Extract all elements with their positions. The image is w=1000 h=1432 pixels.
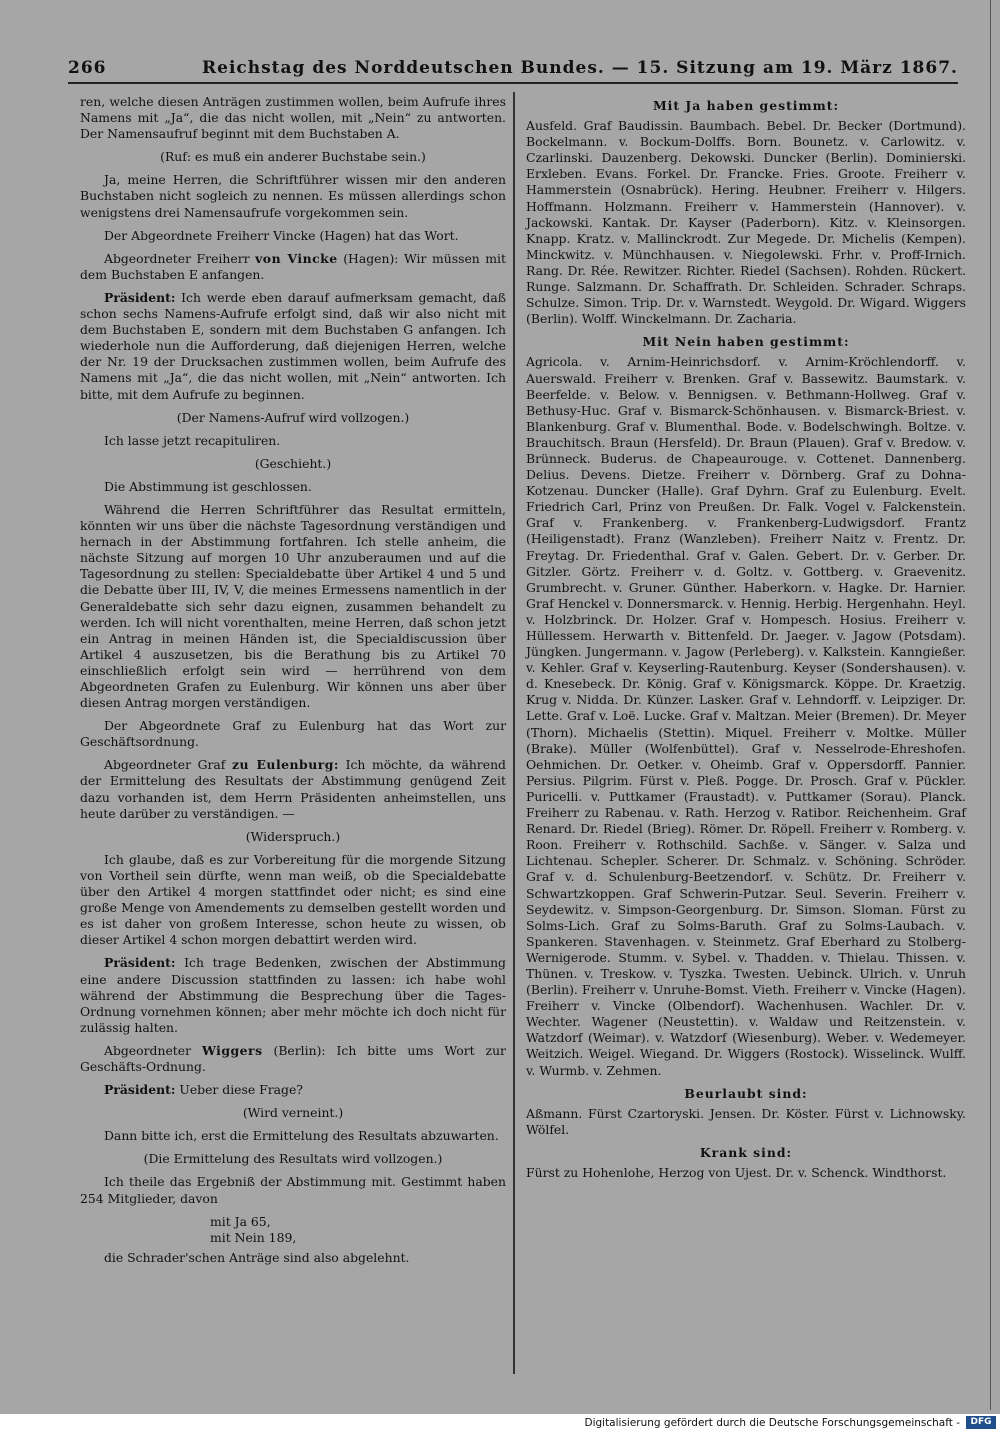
stage-direction: (Ruf: es muß ein anderer Buchstabe sein.) bbox=[160, 149, 426, 165]
left-column bbox=[80, 94, 506, 1273]
right-column bbox=[526, 94, 966, 1188]
name-list-yes: Ausfeld. Graf Baudissin. Baumbach. Bebel. Dr. Becker (Dortmund). Bockelmann. v. Bockum-Dolffs. Born. Bounetz. v. Carlowitz. v. Czarlinski. Dauzenberg. Dekowski. Duncker (Berlin). Dominierski. Erxleben. Evans. Forkel. Dr. Francke. Fries. Groote. Freiherr v. Hammerstein (Osnabrück). Hering. Heubner. Freiherr v. Hilgers. Hoffmann. Holzmann. Freiherr v. Hammerstein (Hannover). v. Jackowski. Kantak. Dr. Kayser (Paderborn). Kitz. v. Kleinsorgen. Knapp. Kratz. v. Mallinckrodt. Zur Megede. Dr. Michelis (Kempen). Minckwitz. v. Münchhausen. v. Niegolewski. Frhr. v. Proff-Irnich. Rang. Dr. Rée. Rewitzer. Richter. Riedel (Sachsen). Rohden. Rückert. Runge. Salzmann. Dr. Schaffrath. Dr. Schleiden. Schrader. Schraps. Schulze. Simon. Trip. Dr. v. Warnstedt. Weygold. Dr. Wigard. Wiggers (Berlin). Wolff. Winckelmann. Dr. Zacharia. bbox=[526, 118, 966, 327]
speaker-name: zu Eulenburg: bbox=[231, 757, 339, 773]
speech-text: (Hagen): Wir müssen mit dem Buchstaben E anfangen. bbox=[80, 250, 506, 282]
page-header bbox=[68, 58, 958, 84]
stage-direction: (Widerspruch.) bbox=[245, 828, 341, 844]
paragraph: Ich lasse jetzt recapituliren. bbox=[104, 432, 281, 448]
dfg-logo: DFG bbox=[966, 1416, 996, 1429]
speech bbox=[80, 251, 506, 283]
section-heading-on-leave: Beurlaubt sind: bbox=[684, 1085, 808, 1101]
paragraph: die Schrader'schen Anträge sind also abgelehnt. bbox=[104, 1249, 410, 1265]
section-heading-yes: Mit Ja haben gestimmt: bbox=[652, 98, 840, 113]
stage-direction: (Die Ermittelung des Resultats wird vollzogen.) bbox=[143, 1151, 443, 1167]
paragraph: Ja, meine Herren, die Schriftführer wissen mir den anderen Buchstaben nicht sogleich zu nennen. Es müssen allerdings schon wenigstens drei Namensaufrufe vorgekommen sein. bbox=[80, 172, 506, 220]
speaker-prefix: Abgeordneter Freiherr bbox=[104, 250, 250, 266]
speaker-name: Präsident: bbox=[104, 1082, 176, 1098]
speech-text: Ich trage Bedenken, zwischen der Abstimmung eine andere Discussion stattfinden zu lassen: ich habe wohl während der Abstimmung die Besprechung über die Tages-Ordnung vornehmen können; aber mehr möchte ich doch nicht für zulässig halten. bbox=[80, 955, 506, 1035]
funding-notice: Digitalisierung gefördert durch die Deutsche Forschungsgemeinschaft - bbox=[584, 1417, 960, 1429]
speaker-prefix: Abgeordneter Graf bbox=[104, 757, 226, 773]
speaker-name: Wiggers bbox=[201, 1042, 263, 1058]
name-list-on-leave: Aßmann. Fürst Czartoryski. Jensen. Dr. Köster. Fürst v. Lichnowsky. Wölfel. bbox=[526, 1105, 966, 1137]
column-divider bbox=[513, 92, 515, 1374]
speaker-name: Präsident: bbox=[104, 955, 176, 971]
stage-direction: (Wird verneint.) bbox=[242, 1105, 344, 1121]
speech-text: (Berlin): Ich bitte ums Wort zur Geschäfts-Ordnung. bbox=[80, 1042, 506, 1074]
speech-text: Ich werde eben darauf aufmerksam gemacht, daß schon sechs Namens-Aufrufe erfolgt sind, daß wir also nicht mit dem Buchstaben E, sondern mit dem Buchstaben G anfangen. Ich wiederhole nun die Aufforderung, daß diejenigen Herren, welche der Nr. 19 der Drucksachen zustimmen wollen, beim Aufrufe des Namens mit „Ja“, die das nicht wollen, mit „Nein“ antworten. Ich bitte, mit dem Aufrufe zu beginnen. bbox=[80, 289, 506, 402]
speech bbox=[80, 1043, 506, 1075]
vote-yes-count: mit Ja 65, bbox=[210, 1213, 271, 1229]
footer-bar bbox=[0, 1414, 1000, 1432]
paragraph: Dann bitte ich, erst die Ermittelung des Resultats abzuwarten. bbox=[104, 1128, 499, 1144]
vote-result bbox=[210, 1214, 506, 1246]
paragraph: Ich theile das Ergebniß der Abstimmung mit. Gestimmt haben 254 Mitglieder, davon bbox=[80, 1174, 506, 1206]
paragraph: Ich glaube, daß es zur Vorbereitung für die morgende Sitzung von Vortheil sein dürfte, wenn man weiß, ob die Specialdebatte über den Artikel 4 morgen stattfindet oder nicht; es sind eine große Menge von Amendements zu demselben gestellt worden und es ist daher von großem Interesse, schon heute zu wissen, ob dieser Artikel 4 schon morgen debattirt werden wird. bbox=[80, 851, 506, 948]
paragraph: Die Abstimmung ist geschlossen. bbox=[104, 478, 312, 494]
running-title: Reichstag des Norddeutschen Bundes. — 15. Sitzung am 19. März 1867. bbox=[202, 58, 958, 78]
speech bbox=[80, 757, 506, 821]
page-number: 266 bbox=[68, 58, 107, 78]
speech bbox=[80, 1082, 506, 1098]
paragraph: Der Abgeordnete Graf zu Eulenburg hat das Wort zur Geschäftsordnung. bbox=[80, 718, 506, 750]
page-edge-line bbox=[990, 0, 991, 1410]
speech bbox=[80, 290, 506, 403]
section-heading-no: Mit Nein haben gestimmt: bbox=[642, 334, 850, 350]
name-list-sick: Fürst zu Hohenlohe, Herzog von Ujest. Dr. v. Schenck. Windthorst. bbox=[526, 1165, 947, 1180]
speaker-name: Präsident: bbox=[104, 289, 176, 305]
speech-text: Ueber diese Frage? bbox=[179, 1082, 303, 1098]
speech-text: Ich möchte, da während der Ermittelung des Resultats der Abstimmung genügend Zeit dazu vorhanden ist, dem Herrn Präsidenten anheimstellen, uns heute darüber zu verständigen. — bbox=[80, 757, 506, 821]
vote-no-count: mit Nein 189, bbox=[210, 1229, 297, 1245]
section-heading-sick: Krank sind: bbox=[699, 1144, 793, 1160]
speaker-prefix: Abgeordneter bbox=[104, 1042, 192, 1058]
speech bbox=[80, 955, 506, 1035]
stage-direction: (Geschieht.) bbox=[254, 455, 332, 471]
paragraph: Während die Herren Schriftführer das Resultat ermitteln, könnten wir uns über die nächste Tagesordnung verständigen und hernach in der Abstimmung fortfahren. Ich stelle anheim, die nächste Sitzung auf morgen 10 Uhr anzuberaumen und auf die Tagesordnung zu stellen: Specialdebatte über Artikel 4 und 5 und die Debatte über III, IV, V, die meines Ermessens namentlich in der Generaldebatte sich sehr dazu eignen, zusammen behandelt zu werden. Ich will nicht vorenthalten, meine Herren, daß schon jetzt ein Antrag in meinen Händen ist, die Specialdiscussion über Artikel 4 auszusetzen, bis die Berathung bis zu Artikel 70 einschließlich erfolgt sein wird — herrührend von dem Abgeordneten Grafen zu Eulenburg. Wir können uns aber über diesen Antrag morgen verständigen. bbox=[80, 501, 506, 711]
paragraph: ren, welche diesen Anträgen zustimmen wollen, beim Aufrufe ihres Namens mit „Ja“, die das nicht wollen, mit „Nein“ zu antworten. Der Namensaufruf beginnt mit dem Buchstaben A. bbox=[80, 94, 506, 142]
speaker-name: von Vincke bbox=[255, 250, 338, 266]
name-list-no: Agricola. v. Arnim-Heinrichsdorf. v. Arnim-Kröchlendorff. v. Auerswald. Freiherr v. Brenken. Graf v. Bassewitz. Baumstark. v. Beerfelde. v. Below. v. Bennigsen. v. Bethmann-Hollweg. Graf v. Bethusy-Huc. Graf v. Bismarck-Schönhausen. v. Bismarck-Briest. v. Blankenburg. Graf v. Blumenthal. Bode. v. Bodelschwingh. Boltze. v. Brauchitsch. Braun (Hersfeld). Dr. Braun (Plauen). Graf v. Bredow. v. Brünneck. Buderus. de Chapeaurouge. v. Cottenet. Dannenberg. Delius. Devens. Dietze. Freiherr v. Dörnberg. Graf zu Dohna-Kotzenau. Duncker (Halle). Graf Dyhrn. Graf zu Eulenburg. Evelt. Friedrich Carl, Prinz von Preußen. Dr. Falk. Vogel v. Falckenstein. Graf v. Frankenberg. v. Frankenberg-Ludwigsdorf. Frantz (Heiligenstadt). Franz (Wanzleben). Freiherr Naitz v. Frentz. Dr. Freytag. Dr. Friedenthal. Graf v. Galen. Gebert. Dr. v. Gerber. Dr. Gitzler. Görtz. Freiherr v. d. Goltz. v. Gottberg. v. Graevenitz. Grumbrecht. v. Gruner. Günther. Haberkorn. v. Hagke. Dr. Harnier. Graf Henckel v. Donnersmarck. v. Hennig. Herbig. Hergenhahn. Heyl. v. Holzbrinck. Dr. Holzer. Graf v. Hompesch. Hosius. Freiherr v. Hüllessem. Herwarth v. Bittenfeld. Dr. Jaeger. v. Jagow (Potsdam). Jüngken. Jungermann. v. Jagow (Perleberg). v. Kalkstein. Kanngießer. v. Kehler. Graf v. Keyserling-Rautenburg. Keyser (Sondershausen). v. d. Knesebeck. Dr. König. Graf v. Königsmarck. Köppe. Dr. Kraetzig. Krug v. Nidda. Dr. Künzer. Lasker. Graf v. Lehndorff. v. Leipziger. Dr. Lette. Graf v. Loë. Lucke. Graf v. Maltzan. Meier (Bremen). Dr. Meyer (Thorn). Michaelis (Stettin). Miquel. Freiherr v. Moltke. Müller (Brake). Müller (Wolfenbüttel). Graf v. Nesselrode-Ehreshofen. Oehmichen. Dr. Oetker. v. Oheimb. Graf v. Oppersdorff. Pannier. Persius. Pilgrim. Fürst v. Pleß. Pogge. Dr. Prosch. Graf v. Pückler. Puricelli. v. Puttkamer (Fraustadt). v. Puttkamer (Sorau). Planck. Freiherr zu Rabenau. v. Rath. Herzog v. Ratibor. Reichenheim. Graf Renard. Dr. Riedel (Brieg). Römer. Dr. Röpell. Freiherr v. Romberg. v. Roon. Freiherr v. Rothschild. Sachße. v. Sänger. v. Salza und Lichtenau. Schepler. Scherer. Dr. Schmalz. v. Schöning. Schröder. Graf v. d. Schulenburg-Beetzendorf. v. Schütz. Dr. Freiherr v. Schwartzkoppen. Graf Schwerin-Putzar. Seul. Severin. Freiherr v. Seydewitz. v. Simpson-Georgenburg. Dr. Simson. Sloman. Fürst zu Solms-Lich. Graf zu Solms-Baruth. Graf zu Solms-Laubach. v. Spankeren. Stavenhagen. v. Steinmetz. Graf Eberhard zu Stolberg-Wernigerode. Stumm. v. Sybel. v. Thadden. v. Thielau. Thissen. v. Thünen. v. Treskow. v. Tyszka. Twesten. Uebinck. Ulrich. v. Unruh (Berlin). Freiherr v. Unruhe-Bomst. Vieth. Freiherr v. Vincke (Hagen). Freiherr v. Vincke (Olbendorf). Wachenhusen. Wachler. Dr. v. Wechter. Wagener (Neustettin). v. Waldaw und Reitzenstein. v. Watzdorf (Weimar). v. Watzdorf (Wiesenburg). Weber. v. Wedemeyer. Weitzich. Weigel. Wiegand. Dr. Wiggers (Rostock). Wisselinck. Wulff. v. Wurmb. v. Zehmen. bbox=[526, 354, 966, 1078]
paragraph: Der Abgeordnete Freiherr Vincke (Hagen) hat das Wort. bbox=[104, 227, 459, 243]
stage-direction: (Der Namens-Aufruf wird vollzogen.) bbox=[176, 409, 410, 425]
